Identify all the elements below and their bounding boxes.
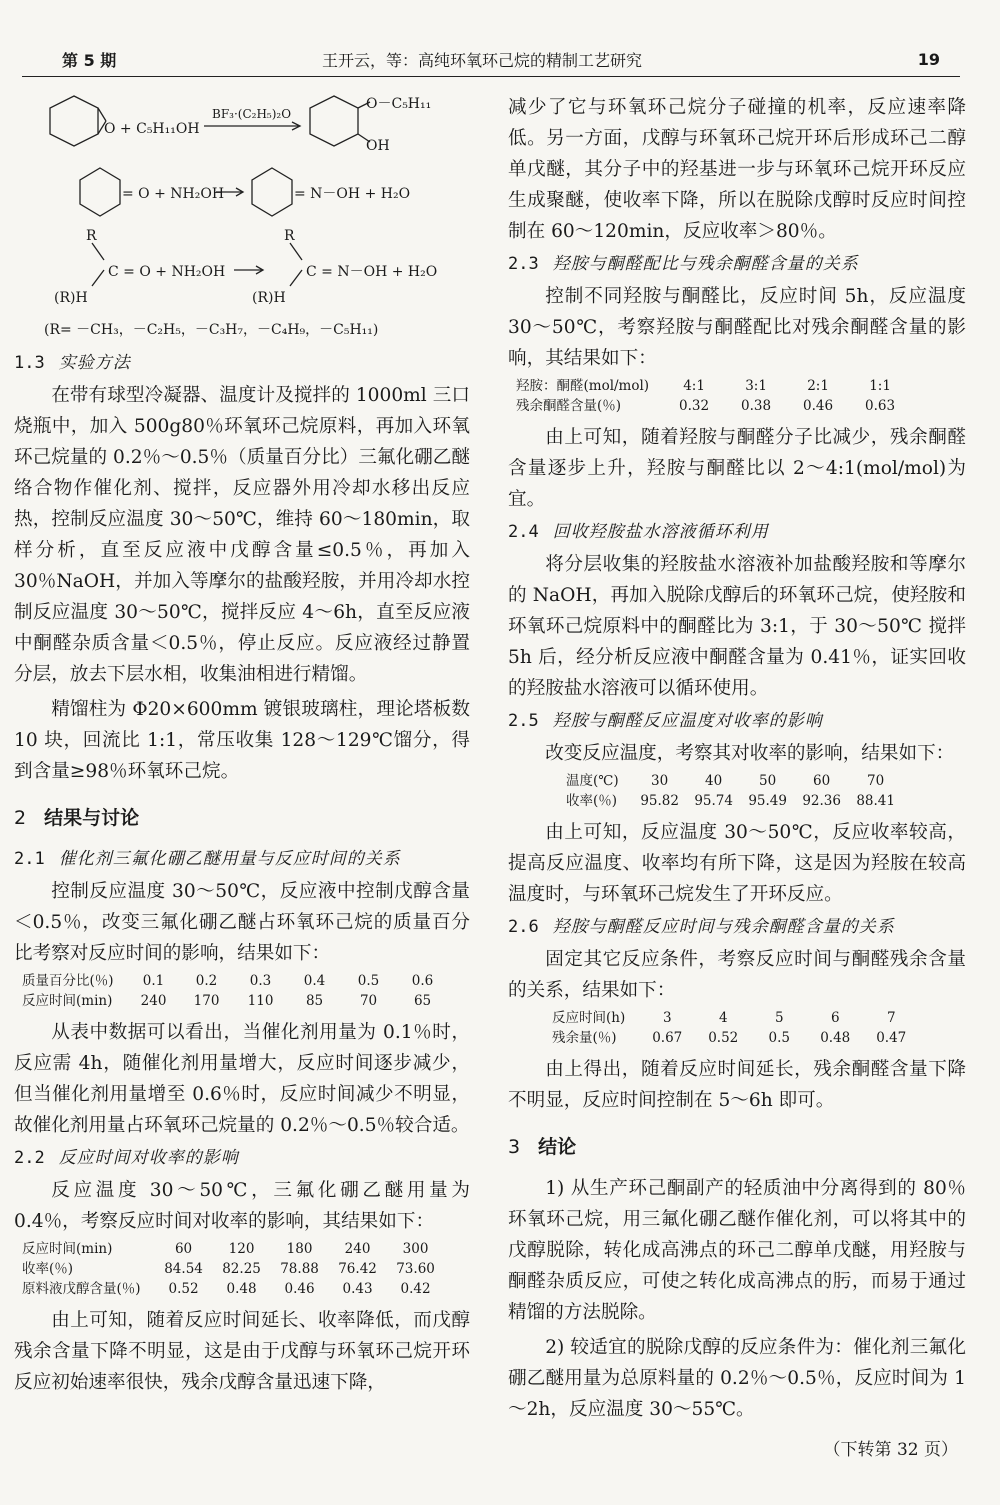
section-2-4-heading: 2.4 回收羟胺盐水溶液循环利用 bbox=[508, 522, 769, 542]
oxime-ring bbox=[252, 168, 292, 216]
r3-r-left: R bbox=[86, 228, 97, 244]
r3-h-left: (R)H bbox=[54, 290, 88, 306]
section-2-3-para-1: 控制不同羟胺与酮醛比，反应时间 5h，反应温度 30～50℃，考察羟胺与酮醛配比对残余酮醛含量的影响，其结果如下： bbox=[508, 286, 966, 369]
section-2-5-para-2: 由上可知，反应温度 30～50℃，反应收率较高，提高反应温度、收率均有所下降，这是因为羟胺在较高温度时，与环氧环己烷发生了开环反应。 bbox=[508, 822, 966, 905]
conclusion-2: 2) 较适宜的脱除戊醇的反应条件为：催化剂三氟化硼乙醚用量为总原料量的 0.2％～0.5％，反应时间为 1～2h，反应温度 30～55℃。 bbox=[508, 1337, 966, 1420]
section-1-3-heading: 1.3 实验方法 bbox=[14, 353, 131, 373]
table-ratio-residue bbox=[516, 376, 911, 416]
conclusion-1: 1) 从生产环己酮副产的轻质油中分离得到的 80％环氧环己烷，用三氟化硼乙醚作催化剂，可以将其中的戊醇脱除，转化成高沸点的环己二醇单戊醚，用羟胺与酮醛杂质反应，可使之转化成高沸点的肟，而易于通过精馏的方法脱除。 bbox=[508, 1178, 966, 1323]
section-2-1-heading: 2.1 催化剂三氟化硼乙醚用量与反应时间的关系 bbox=[14, 849, 401, 869]
r3-left: C = O + NH₂OH bbox=[108, 264, 226, 280]
table-time-residue bbox=[552, 1008, 919, 1048]
table-row: 原料液戊醇含量(％) 0.52 0.48 0.46 0.43 0.42 bbox=[22, 1281, 431, 1297]
section-1-3-para-1: 在带有球型冷凝器、温度计及搅拌的 1000ml 三口烧瓶中，加入 500g80％环氧环己烷原料，再加入环氧环己烷量的 0.2％～0.5％（质量百分比）三氟化硼乙醚络合物作催化剂、搅拌，反应器外用冷却水移出反应热，控制反应温度 30～50℃，维持 60～180min，取样分析，直至反应液中戊醇含量≤0.5％，再加入 30％NaOH，并加入等摩尔的盐酸羟胺，并用冷却水控制反应温度 30～50℃，搅拌反应 4～6h，直至反应液中酮醛杂质含量＜0.5％，停止反应。反应液经过静置分层，放去下层水相，收集油相进行精馏。 bbox=[14, 385, 470, 685]
table-row: 质量百分比(％) 0.1 0.2 0.3 0.4 0.5 0.6 bbox=[22, 973, 434, 989]
table-row: 温度(℃) 30 40 50 60 70 bbox=[566, 773, 885, 789]
section-2-5-para-1: 改变反应温度，考察其对收率的影响，结果如下： bbox=[545, 743, 955, 764]
table-row: 反应时间(min) 60 120 180 240 300 bbox=[22, 1241, 429, 1257]
r3-h-right: (R)H bbox=[252, 290, 286, 306]
table-row: 收率(％) 84.54 82.25 78.88 76.42 73.60 bbox=[22, 1261, 435, 1277]
table-row: 残余酮醛含量(％) 0.32 0.38 0.46 0.63 bbox=[516, 398, 896, 414]
section-2-6-para-1: 固定其它反应条件，考察反应时间与酮醛残余含量的关系，结果如下： bbox=[508, 949, 966, 1001]
left-column bbox=[14, 88, 470, 1398]
continued-note: （下转第 32 页） bbox=[823, 1440, 958, 1460]
table-time-yield bbox=[22, 1239, 445, 1299]
section-2-4-para-1: 将分层收集的羟胺盐水溶液补加盐酸羟胺和等摩尔的 NaOH，再加入脱除戊醇后的环氧环己烷，使羟胺和环氧环己烷原料中的酮醛比为 3:1，于 30～50℃ 搅拌 5h 后，经分析反应液中酮醛含量为 0.41％，证实回收的羟胺盐水溶液可以循环使用。 bbox=[508, 554, 966, 699]
section-3-heading: 3 结论 bbox=[508, 1136, 577, 1158]
r3-r-right: R bbox=[284, 228, 295, 244]
table-row: 羟胺：酮醛(mol/mol) 4:1 3:1 2:1 1:1 bbox=[516, 378, 891, 394]
table-temp-yield bbox=[566, 771, 903, 811]
table-row: 反应时间(min) 240 170 110 85 70 65 bbox=[22, 993, 432, 1009]
r2-left: = O + NH₂OH bbox=[122, 186, 225, 202]
r1-catalyst: BF₃·(C₂H₅)₂O bbox=[212, 107, 292, 121]
section-2-3-para-2: 由上可知，随着羟胺与酮醛分子比减少，残余酮醛含量逐步上升，羟胺与酮醛比以 2～4:1(mol/mol)为宜。 bbox=[508, 427, 966, 510]
cyclohexane-epoxide-ring bbox=[50, 96, 98, 146]
section-2-2-para-2: 由上可知，随着反应时间延长、收率降低，而戊醇残余含量下降不明显，这是由于戊醇与环氧环己烷开环反应初始速率很快，残余戊醇含量迅速下降， bbox=[14, 1310, 470, 1393]
section-2-2-para-1: 反应温度 30～50℃，三氟化硼乙醚用量为 0.4％，考察反应时间对收率的影响，其结果如下： bbox=[14, 1180, 470, 1232]
table-catalyst-time bbox=[22, 971, 450, 1011]
section-2-2-para-3: 减少了它与环氧环己烷分子碰撞的机率，反应速率降低。另一方面，戊醇与环氧环己烷开环后形成环己二醇单戊醚，其分子中的羟基进一步与环氧环己烷开环反应生成聚醚，使收率下降，所以在脱除戊醇时反应时间控制在 60～120min，反应收率＞80％。 bbox=[508, 97, 966, 242]
section-2-1-para-1: 控制反应温度 30～50℃，反应液中控制戊醇含量＜0.5％，改变三氟化硼乙醚占环氧环己烷的质量百分比考察对反应时间的影响，结果如下： bbox=[14, 881, 470, 964]
reaction-scheme bbox=[14, 88, 470, 346]
r3-right: C = N－OH + H₂O bbox=[306, 264, 438, 280]
table-row: 残余量(％) 0.67 0.52 0.5 0.48 0.47 bbox=[552, 1030, 907, 1046]
page-number: 19 bbox=[917, 50, 940, 69]
page-header bbox=[22, 42, 960, 77]
section-2-5-heading: 2.5 羟胺与酮醛反应温度对收率的影响 bbox=[508, 711, 823, 731]
section-2-6-heading: 2.6 羟胺与酮醛反应时间与残余酮醛含量的关系 bbox=[508, 917, 895, 937]
issue-number: 第 5 期 bbox=[62, 51, 117, 70]
reaction-scheme-drawing bbox=[14, 88, 470, 346]
right-column bbox=[508, 92, 966, 1460]
cyclohexanone-ring bbox=[80, 168, 120, 216]
running-title: 王开云，等：高纯环氧环己烷的精制工艺研究 bbox=[322, 51, 643, 70]
section-2-2-heading: 2.2 反应时间对收率的影响 bbox=[14, 1148, 239, 1168]
section-2-1-para-2: 从表中数据可以看出，当催化剂用量为 0.1％时，反应需 4h，随催化剂用量增大，反应时间逐步减少，但当催化剂用量增至 0.6％时，反应时间减少不明显，故催化剂用量占环氧环己烷量的 0.2％～0.5％较合适。 bbox=[14, 1022, 470, 1136]
section-1-3-para-2: 精馏柱为 Φ20×600mm 镀银玻璃柱，理论塔板数 10 块，回流比 1:1，常压收集 128～129℃馏分，得到含量≥98％环氧环己烷。 bbox=[14, 699, 470, 782]
table-row: 收率(％) 95.82 95.74 95.49 92.36 88.41 bbox=[566, 793, 895, 809]
r1-product-hydroxyl: OH bbox=[366, 138, 390, 154]
section-2-6-para-2: 由上得出，随着反应时间延长，残余酮醛含量下降不明显，反应时间控制在 5～6h 即可。 bbox=[508, 1059, 966, 1111]
section-2-heading: 2 结果与讨论 bbox=[14, 807, 140, 829]
product-ring-1 bbox=[310, 96, 358, 146]
section-2-3-heading: 2.3 羟胺与酮醛配比与残余酮醛含量的关系 bbox=[508, 254, 859, 274]
r2-right: = N－OH + H₂O bbox=[294, 186, 411, 202]
r-substituent-note: (R= －CH₃，－C₂H₅，－C₃H₇，－C₄H₉，－C₅H₁₁) bbox=[44, 322, 379, 338]
r1-reagent: O + C₅H₁₁OH bbox=[104, 121, 200, 137]
r1-product-ether: O－C₅H₁₁ bbox=[366, 96, 432, 112]
table-row: 反应时间(h) 3 4 5 6 7 bbox=[552, 1010, 896, 1026]
